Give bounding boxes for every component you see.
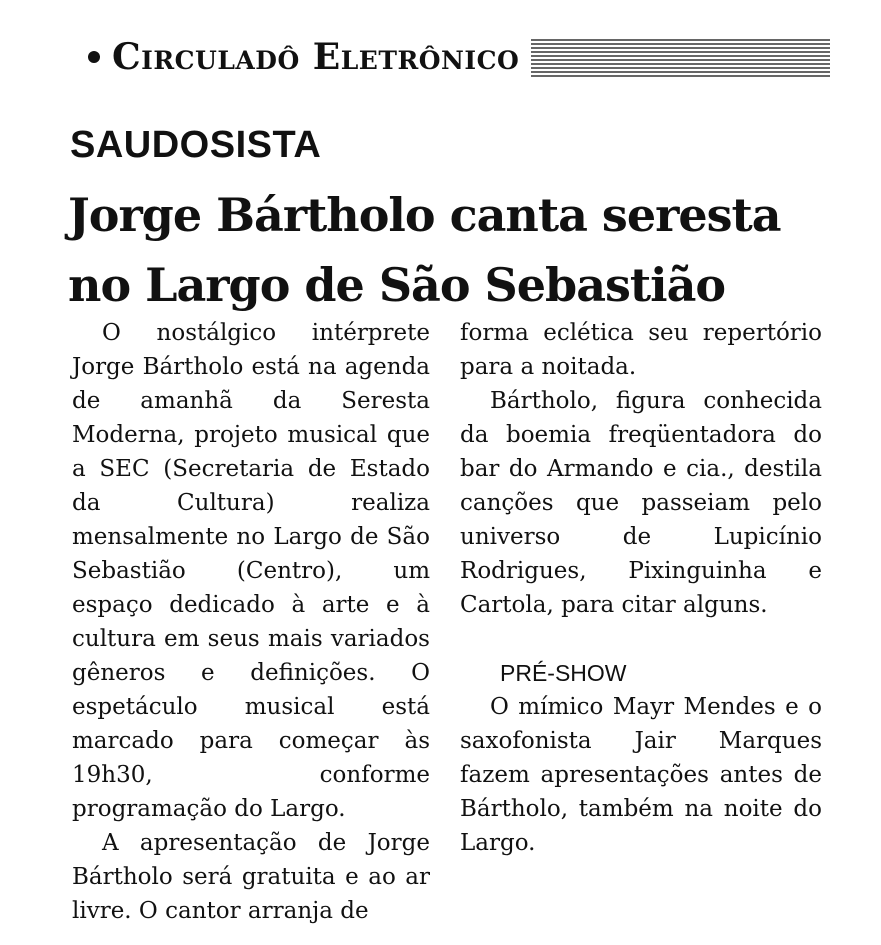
article-kicker: SAUDOSISTA [70,124,322,166]
article-paragraph: O mímico Mayr Mendes e o saxofonista Jair Marques fazem apresentações antes de Bártholo, também na noite do Largo. [460,694,822,856]
article-column-left [72,316,430,928]
section-name: Circuladô Eletrônico [112,36,520,78]
bullet-icon [88,51,100,63]
article-paragraph-continued: forma eclética seu repertório para a noitada. [460,320,822,380]
article-column-right [460,316,822,860]
hatched-rule [531,37,830,77]
article-subhead: PRÉ-SHOW [500,660,627,686]
article-paragraph: A apresentação de Jorge Bártholo será gratuita e ao ar livre. O cantor arranja de [72,830,430,924]
section-header [88,26,830,88]
article-paragraph: O nostálgico intérprete Jorge Bártholo está na agenda de amanhã da Seresta Moderna, projeto musical que a SEC (Secretaria de Estado da Cultura) realiza mensalmente no Largo de São Sebastião (Centro), um espaço dedicado à arte e à cultura em seus mais variados gêneros e definições. O espetáculo musical está marcado para começar às 19h30, conforme programação do Largo. [72,320,430,822]
article-paragraph: Bártholo, figura conhecida da boemia freqüentadora do bar do Armando e cia., destila canções que passeiam pelo universo de Lupicínio Rodrigues, Pixinguinha e Cartola, para citar alguns. [460,388,822,618]
article-headline: Jorge Bártholo canta seresta no Largo de São Sebastião [68,188,781,312]
